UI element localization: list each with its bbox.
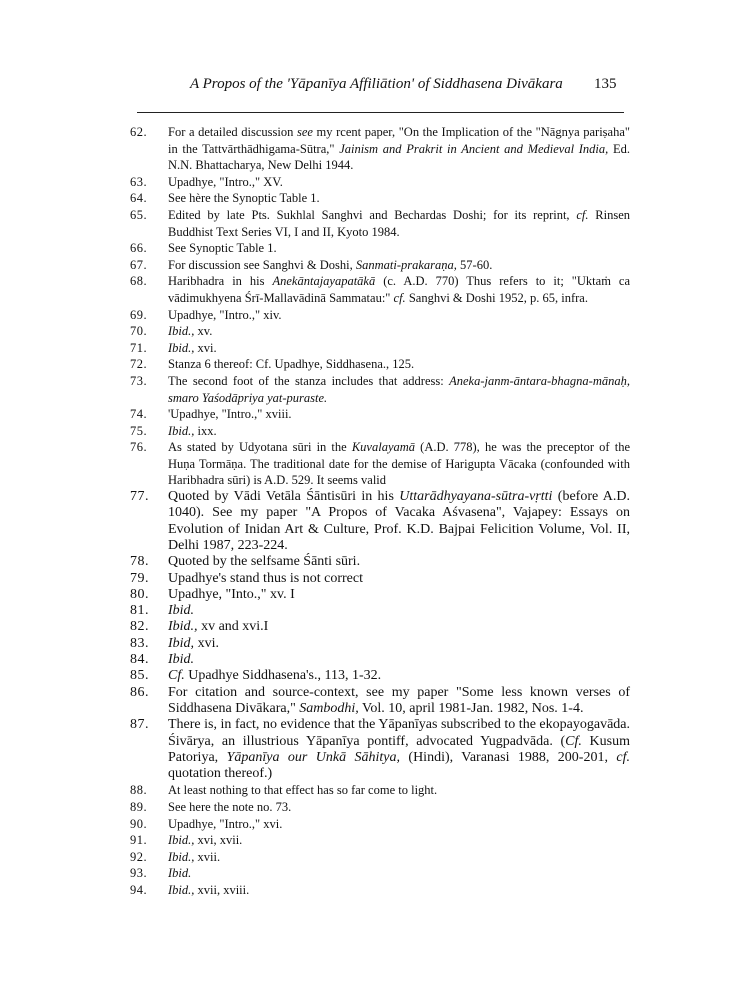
footnote: [130, 240, 630, 257]
footnote-italic-run: Jainism and Prakrit in Ancient and Medieval India,: [339, 141, 609, 156]
footnote-run: xvii, xviii.: [194, 882, 250, 897]
footnote-number: 78.: [130, 554, 149, 570]
footnote: [130, 603, 630, 619]
footnote: [130, 668, 630, 684]
footnote-number: 89.: [130, 800, 148, 814]
footnote-number: 82.: [130, 619, 149, 635]
footnote: [130, 882, 630, 899]
footnote-text: [168, 406, 630, 423]
footnote-text: [168, 240, 630, 257]
footnote: [130, 717, 630, 782]
footnote: [130, 257, 630, 274]
footnote-number: 92.: [130, 849, 148, 864]
footnote-text: [168, 340, 630, 357]
footnote-run: quotation thereof.): [168, 766, 273, 782]
footnote-run: Stanza 6 thereof: Cf. Upadhye, Siddhasena., 125.: [168, 357, 415, 372]
footnote-number: 68.: [130, 274, 148, 289]
footnote-run: Quoted by Vādi Vetāla Śāntisūri in his: [168, 489, 400, 505]
footnote-number: 90.: [130, 816, 148, 831]
footnote-text: [168, 257, 630, 274]
footnote-run: As stated by Udyotana sūri in the: [168, 440, 352, 455]
footnote: [130, 323, 630, 340]
footnote-run: Upadhye, "Intro.," xiv.: [168, 307, 282, 322]
footnote-number: 72.: [130, 357, 148, 372]
page-header: [0, 0, 737, 100]
footnote-number: 79.: [130, 570, 149, 586]
footnote: [130, 619, 630, 635]
footnote-number: 77.: [130, 489, 149, 505]
footnote-text: [168, 865, 630, 882]
footnote-run: See here the note no. 73.: [168, 800, 292, 814]
footnote-list: [130, 124, 630, 899]
footnote-italic-run: Ibid.,: [168, 833, 195, 848]
footnote-text: [168, 356, 630, 373]
footnote-run: Rinsen Buddhist Text Series VI, I and II, Kyoto 1984.: [168, 207, 630, 239]
footnote-text: [168, 373, 630, 406]
footnote-italic-run: Ibid.,: [168, 619, 198, 635]
footnote-italic-run: Ibid.: [168, 866, 192, 881]
footnote-run: xvi, xvii.: [194, 833, 243, 848]
footnote: [130, 865, 630, 882]
footnote-text: [168, 717, 630, 782]
footnote: [130, 439, 630, 489]
footnote-text: [168, 190, 630, 207]
footnote-run: For citation and source-context, see my paper "Some less known verses of Siddhasena Divākara,": [168, 684, 630, 716]
footnote-run: 57-60.: [456, 257, 493, 272]
footnote-text: [168, 174, 630, 191]
footnote-text: [168, 652, 630, 668]
footnote-text: [168, 307, 630, 324]
footnote: [130, 124, 630, 174]
footnote-italic-run: Ibid.,: [168, 324, 195, 339]
footnote: [130, 799, 630, 816]
footnote-italic-run: Ibid.,: [168, 340, 195, 355]
footnote-run: my rcent paper, "On the Implication of the "Nāgnya pariṣaha" in the Tattvārthādhigama-Sūtra,": [168, 125, 630, 156]
footnote: [130, 571, 630, 587]
footnote: [130, 685, 630, 718]
footnote: [130, 174, 630, 191]
footnote-number: 76.: [130, 440, 148, 455]
footnote-run: Upadhye, "Intro.," XV.: [168, 174, 283, 189]
footnote: [130, 782, 630, 799]
footnote-text: [168, 619, 630, 635]
footnote-number: 73.: [130, 373, 148, 388]
footnote-run: For a detailed discussion: [168, 125, 297, 139]
footnote-text: [168, 587, 630, 603]
footnote-italic-run: Sambodhi,: [299, 700, 359, 716]
footnote-number: 93.: [130, 866, 148, 881]
footnote-number: 62.: [130, 125, 148, 139]
footnote-text: [168, 799, 630, 816]
footnote: [130, 636, 630, 652]
footnote: [130, 849, 630, 866]
footnote-run: (c. A.D. 770) Thus refers to it; "Uktaṁ ca vādimukhyena Śrī-Mallavādinā Sammatau:": [168, 274, 631, 305]
footnote-number: 70.: [130, 324, 148, 339]
footnote-italic-run: Cf.: [565, 733, 582, 749]
footnote-text: [168, 439, 630, 489]
footnote-number: 91.: [130, 833, 148, 848]
footnote-run: (A.D. 778), he was the preceptor of the Huṇa Tormāṇa. The traditional date for the demise of Harigupta Vācaka (confounded with Haribhadra sūri) is A.D. 529. It seems valid: [168, 440, 631, 488]
footnote-italic-run: Cf.: [168, 668, 185, 684]
footnote-text: [168, 668, 630, 684]
footnote: [130, 832, 630, 849]
footnote-run: xv.: [194, 324, 213, 339]
footnote-run: Sanghvi & Doshi 1952, p. 65, infra.: [405, 290, 588, 305]
footnote: [130, 190, 630, 207]
footnote-text: [168, 554, 630, 570]
footnote: [130, 406, 630, 423]
footnote-run: Quoted by the selfsame Śānti sūri.: [168, 554, 361, 570]
footnote-italic-run: Ibid.,: [168, 882, 195, 897]
footnote: [130, 356, 630, 373]
footnote-run: ixx.: [194, 423, 217, 438]
footnote-number: 66.: [130, 241, 148, 256]
header-rule: [137, 112, 624, 113]
footnote-run: xvii.: [194, 849, 221, 864]
footnote-run: (Hindi), Varanasi 1988, 200-201,: [399, 749, 617, 765]
footnote-number: 71.: [130, 340, 148, 355]
footnote-text: [168, 489, 630, 554]
footnote-run: Upadhye Siddhasena's., 113, 1-32.: [184, 668, 382, 684]
footnote: [130, 554, 630, 570]
footnote-italic-run: cf.: [393, 290, 406, 305]
footnote-number: 67.: [130, 257, 148, 272]
footnote-run: Upadhye's stand thus is not correct: [168, 570, 363, 586]
footnote-italic-run: Yāpanīya our Unkā Sāhitya,: [226, 749, 400, 765]
footnote-text: [168, 273, 630, 306]
footnote: [130, 207, 630, 240]
footnote-run: Ed. N.N. Bhattacharya, New Delhi 1944.: [168, 141, 630, 173]
footnote-text: [168, 323, 630, 340]
footnote-number: 80.: [130, 586, 149, 602]
footnote: [130, 423, 630, 440]
footnote-number: 83.: [130, 635, 149, 651]
footnote-run: Vol. 10, april 1981-Jan. 1982, Nos. 1-4.: [358, 700, 584, 716]
footnote-italic-run: Uttarādhyayana-sūtra-vṛtti: [399, 489, 553, 505]
footnote-run: xvi.: [194, 340, 217, 355]
footnote-run: 'Upadhye, "Intro.," xviii.: [168, 407, 292, 422]
footnote: [130, 652, 630, 668]
footnote: [130, 273, 630, 306]
footnote-text: [168, 816, 630, 833]
footnote-run: Upadhye, "Into.," xv. I: [168, 586, 295, 602]
footnote-text: [168, 782, 630, 799]
footnote-text: [168, 849, 630, 866]
footnote: [130, 307, 630, 324]
footnote-number: 88.: [130, 783, 148, 798]
footnote-text: [168, 571, 630, 587]
footnote: [130, 340, 630, 357]
footnote-text: [168, 423, 630, 440]
footnote-run: (before A.D. 1040). See my paper "A Propos of Vacaka Aśvasena", Vajapey: Essays on Evolution of Inidan Art & Culture, Prof. K.D. Bajpai Felicition Volume, Vol. II, Delhi 1987, 223-224.: [168, 489, 630, 553]
footnote-italic-run: Ibid.: [168, 652, 195, 668]
footnote-number: 84.: [130, 652, 149, 668]
page-number: 135: [594, 76, 617, 92]
footnote-italic-run: Ibid.,: [168, 849, 195, 864]
footnote-italic-run: Ibid,: [168, 635, 195, 651]
footnote-italic-run: Kuvalayamā: [351, 440, 416, 455]
footnote-number: 75.: [130, 423, 148, 438]
footnote: [130, 489, 630, 554]
footnote-text: [168, 124, 630, 174]
footnote-number: 87.: [130, 717, 149, 733]
footnote-italic-run: Ibid.: [168, 603, 195, 619]
footnote-text: [168, 882, 630, 899]
footnote-run: For discussion see Sanghvi & Doshi,: [168, 257, 356, 272]
footnote-number: 74.: [130, 407, 148, 422]
footnote-text: [168, 636, 630, 652]
footnote: [130, 816, 630, 833]
footnote-run: Edited by late Pts. Sukhlal Sanghvi and Bechardas Doshi; for its reprint,: [168, 207, 577, 222]
footnote-number: 65.: [130, 207, 148, 222]
footnote-number: 86.: [130, 684, 149, 700]
footnote-run: xv and xvi.I: [197, 619, 269, 635]
footnote-number: 81.: [130, 603, 149, 619]
footnote-text: [168, 685, 630, 718]
footnote-run: xvi.: [194, 635, 219, 651]
footnote-number: 64.: [130, 191, 148, 206]
footnote-number: 94.: [130, 882, 148, 897]
running-title: A Propos of the 'Yāpanīya Affiliātion' of Siddhasena Divākara: [190, 76, 563, 92]
footnote-run: At least nothing to that effect has so far come to light.: [168, 783, 438, 798]
footnote-run: See hère the Synoptic Table 1.: [168, 191, 320, 206]
footnote-run: The second foot of the stanza includes that address:: [168, 373, 450, 388]
footnote-italic-run: cf.: [616, 749, 631, 765]
footnote-run: See Synoptic Table 1.: [168, 241, 277, 256]
footnote-run: There is, in fact, no evidence that the Yāpanīyas subscribed to the ekopayogavāda. Śivārya, an illustrious Yāpanīya pontiff, advocated Yugpadvāda. (: [168, 717, 630, 749]
footnote-italic-run: cf.: [576, 207, 589, 222]
footnote-italic-run: Sanmati-prakaraṇa,: [355, 257, 457, 272]
footnote-number: 85.: [130, 668, 149, 684]
footnote-italic-run: Aneka-janm-āntara-bhagna-mānaḥ, smaro Yaśodāpriya yat-puraste.: [168, 373, 630, 405]
footnote-text: [168, 832, 630, 849]
footnote-italic-run: Ibid.,: [168, 423, 195, 438]
footnote-run: Kusum Patoriya,: [168, 733, 630, 765]
footnote-run: Haribhadra in his: [168, 274, 273, 289]
footnote-italic-run: see: [296, 125, 313, 139]
footnote-text: [168, 603, 630, 619]
footnote-text: [168, 207, 630, 240]
footnote: [130, 373, 630, 406]
footnote-run: Upadhye, "Intro.," xvi.: [168, 816, 283, 831]
footnote-italic-run: Anekāntajayapatākā: [272, 274, 376, 289]
footnote: [130, 587, 630, 603]
footnote-number: 69.: [130, 307, 148, 322]
footnote-number: 63.: [130, 174, 148, 189]
